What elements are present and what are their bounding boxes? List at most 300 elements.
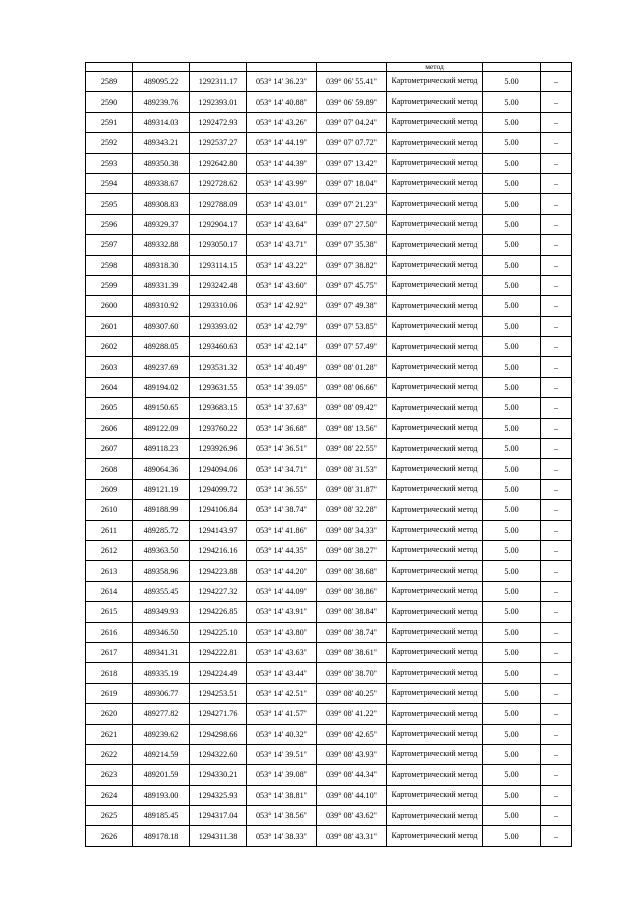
note-cell: – — [541, 806, 572, 826]
note-cell: – — [541, 540, 572, 560]
y-coordinate-cell: 1292788.09 — [190, 194, 247, 214]
accuracy-cell: 5.00 — [483, 439, 541, 459]
note-cell: – — [541, 826, 572, 846]
accuracy-cell: 5.00 — [483, 826, 541, 846]
latitude-cell: 053° 14' 42.92" — [247, 296, 317, 316]
y-coordinate-cell: 1294226.85 — [190, 602, 247, 622]
table-row — [86, 377, 572, 397]
table-row — [86, 112, 572, 132]
table-row — [86, 540, 572, 560]
longitude-cell: 039° 08' 01.28" — [317, 357, 387, 377]
longitude-cell: 039° 08' 44.10" — [317, 785, 387, 805]
x-coordinate-cell: 489214.59 — [133, 744, 190, 764]
y-coordinate-cell: 1293050.17 — [190, 235, 247, 255]
point-number-cell: 2598 — [86, 255, 133, 275]
y-coordinate-cell: 1294253.51 — [190, 683, 247, 703]
accuracy-cell: 5.00 — [483, 744, 541, 764]
latitude-cell: 053° 14' 44.20" — [247, 561, 317, 581]
latitude-cell: 053° 14' 36.68" — [247, 418, 317, 438]
table-row — [86, 439, 572, 459]
point-number-cell: 2617 — [86, 642, 133, 662]
longitude-cell: 039° 08' 31.87" — [317, 479, 387, 499]
table-row — [86, 520, 572, 540]
y-coordinate-cell: 1292472.93 — [190, 112, 247, 132]
latitude-cell: 053° 14' 43.64" — [247, 214, 317, 234]
note-cell: – — [541, 275, 572, 295]
note-cell: – — [541, 744, 572, 764]
accuracy-cell: 5.00 — [483, 357, 541, 377]
coordinates-table — [85, 62, 572, 847]
coordinates-table-body — [86, 63, 572, 847]
table-row — [86, 316, 572, 336]
longitude-cell: 039° 08' 41.22" — [317, 704, 387, 724]
point-number-cell: 2594 — [86, 173, 133, 193]
note-cell: – — [541, 194, 572, 214]
point-number-cell: 2601 — [86, 316, 133, 336]
method-cell: Картометрический метод — [387, 398, 483, 418]
y-coordinate-cell: 1294094.06 — [190, 459, 247, 479]
note-cell: – — [541, 622, 572, 642]
longitude-cell: 039° 08' 38.84" — [317, 602, 387, 622]
note-cell: – — [541, 357, 572, 377]
y-coordinate-cell: 1293683.15 — [190, 398, 247, 418]
x-coordinate-cell: 489277.82 — [133, 704, 190, 724]
table-row — [86, 235, 572, 255]
latitude-cell: 053° 14' 43.26" — [247, 112, 317, 132]
longitude-cell: 039° 07' 13.42" — [317, 153, 387, 173]
longitude-cell: 039° 08' 42.65" — [317, 724, 387, 744]
table-row — [86, 357, 572, 377]
method-cell: Картометрический метод — [387, 194, 483, 214]
longitude-cell: 039° 07' 38.82" — [317, 255, 387, 275]
note-cell: – — [541, 398, 572, 418]
method-cell: Картометрический метод — [387, 459, 483, 479]
accuracy-cell: 5.00 — [483, 72, 541, 92]
accuracy-cell: 5.00 — [483, 500, 541, 520]
latitude-cell: 053° 14' 43.99" — [247, 173, 317, 193]
note-cell: – — [541, 683, 572, 703]
point-number-cell: 2608 — [86, 459, 133, 479]
x-coordinate-cell: 489335.19 — [133, 663, 190, 683]
longitude-cell: 039° 08' 44.34" — [317, 765, 387, 785]
method-cell: Картометрический метод — [387, 520, 483, 540]
x-coordinate-cell: 489122.09 — [133, 418, 190, 438]
y-coordinate-cell: 1294330.21 — [190, 765, 247, 785]
y-coordinate-cell: 1293460.63 — [190, 337, 247, 357]
latitude-cell: 053° 14' 36.23" — [247, 72, 317, 92]
table-row — [86, 479, 572, 499]
longitude-cell: 039° 07' 53.85" — [317, 316, 387, 336]
latitude-cell: 053° 14' 38.33" — [247, 826, 317, 846]
point-number-cell: 2592 — [86, 133, 133, 153]
point-number-cell: 2589 — [86, 72, 133, 92]
point-number-cell: 2616 — [86, 622, 133, 642]
note-cell: – — [541, 439, 572, 459]
longitude-cell: 039° 06' 59.89" — [317, 92, 387, 112]
latitude-cell: 053° 14' 43.22" — [247, 255, 317, 275]
point-number-cell: 2596 — [86, 214, 133, 234]
x-coordinate-cell: 489355.45 — [133, 581, 190, 601]
method-cell: Картометрический метод — [387, 418, 483, 438]
method-cell: Картометрический метод — [387, 337, 483, 357]
longitude-cell: 039° 08' 38.74" — [317, 622, 387, 642]
x-coordinate-cell: 489349.93 — [133, 602, 190, 622]
note-cell: – — [541, 296, 572, 316]
latitude-cell: 053° 14' 39.51" — [247, 744, 317, 764]
y-coordinate-cell: 1294322.60 — [190, 744, 247, 764]
longitude-cell: 039° 07' 49.38" — [317, 296, 387, 316]
latitude-cell: 053° 14' 44.09" — [247, 581, 317, 601]
point-number-cell: 2605 — [86, 398, 133, 418]
method-cell: Картометрический метод — [387, 683, 483, 703]
x-coordinate-cell: 489064.36 — [133, 459, 190, 479]
x-coordinate-cell: 489288.05 — [133, 337, 190, 357]
longitude-cell: 039° 08' 38.68" — [317, 561, 387, 581]
accuracy-cell: 5.00 — [483, 785, 541, 805]
x-coordinate-cell: 489318.30 — [133, 255, 190, 275]
x-coordinate-cell: 489121.19 — [133, 479, 190, 499]
y-coordinate-cell: 1293760.22 — [190, 418, 247, 438]
point-number-cell: 2602 — [86, 337, 133, 357]
longitude-cell: 039° 08' 38.27" — [317, 540, 387, 560]
longitude-cell: 039° 07' 21.23" — [317, 194, 387, 214]
method-cell: Картометрический метод — [387, 377, 483, 397]
longitude-cell: 039° 07' 04.24" — [317, 112, 387, 132]
longitude-cell: 039° 07' 57.49" — [317, 337, 387, 357]
x-coordinate-cell: 489341.31 — [133, 642, 190, 662]
y-coordinate-cell: 1294222.81 — [190, 642, 247, 662]
table-row — [86, 561, 572, 581]
latitude-cell: 053° 14' 42.79" — [247, 316, 317, 336]
x-coordinate-cell: 489194.02 — [133, 377, 190, 397]
accuracy-cell: 5.00 — [483, 602, 541, 622]
longitude-cell: 039° 08' 43.93" — [317, 744, 387, 764]
accuracy-cell: 5.00 — [483, 479, 541, 499]
method-cell: Картометрический метод — [387, 765, 483, 785]
latitude-cell: 053° 14' 42.51" — [247, 683, 317, 703]
accuracy-cell: 5.00 — [483, 398, 541, 418]
accuracy-cell: 5.00 — [483, 540, 541, 560]
note-cell: – — [541, 92, 572, 112]
table-row — [86, 785, 572, 805]
table-row — [86, 92, 572, 112]
point-number-cell: 2593 — [86, 153, 133, 173]
x-coordinate-cell: 489193.00 — [133, 785, 190, 805]
x-coordinate-cell: 489329.37 — [133, 214, 190, 234]
y-coordinate-cell: 1294325.93 — [190, 785, 247, 805]
method-cell: Картометрический метод — [387, 255, 483, 275]
y-coordinate-cell: 1294311.38 — [190, 826, 247, 846]
y-coordinate-cell: 1292642.80 — [190, 153, 247, 173]
point-number-cell: 2619 — [86, 683, 133, 703]
x-coordinate-cell: 489118.23 — [133, 439, 190, 459]
note-cell: – — [541, 520, 572, 540]
method-cell: Картометрический метод — [387, 663, 483, 683]
x-coordinate-cell: 489239.76 — [133, 92, 190, 112]
y-coordinate-cell: 1294298.66 — [190, 724, 247, 744]
accuracy-cell: 5.00 — [483, 663, 541, 683]
x-coordinate-cell: 489237.69 — [133, 357, 190, 377]
accuracy-cell: 5.00 — [483, 622, 541, 642]
accuracy-cell: 5.00 — [483, 316, 541, 336]
latitude-cell: 053° 14' 44.19" — [247, 133, 317, 153]
method-cell: Картометрический метод — [387, 153, 483, 173]
y-coordinate-cell: 1292728.62 — [190, 173, 247, 193]
method-cell: Картометрический метод — [387, 479, 483, 499]
point-number-cell: 2609 — [86, 479, 133, 499]
y-coordinate-cell: 1293393.02 — [190, 316, 247, 336]
note-cell: – — [541, 479, 572, 499]
x-coordinate-cell: 489095.22 — [133, 72, 190, 92]
table-row — [86, 255, 572, 275]
longitude-cell: 039° 07' 35.38" — [317, 235, 387, 255]
accuracy-cell: 5.00 — [483, 377, 541, 397]
note-cell: – — [541, 561, 572, 581]
point-number-cell: 2600 — [86, 296, 133, 316]
latitude-cell: 053° 14' 39.05" — [247, 377, 317, 397]
accuracy-cell: 5.00 — [483, 153, 541, 173]
longitude-cell: 039° 06' 55.41" — [317, 72, 387, 92]
method-cell: Картометрический метод — [387, 724, 483, 744]
y-coordinate-cell: 1294223.88 — [190, 561, 247, 581]
table-row — [86, 602, 572, 622]
longitude-cell: 039° 08' 43.31" — [317, 826, 387, 846]
method-cell: Картометрический метод — [387, 357, 483, 377]
accuracy-cell: 5.00 — [483, 275, 541, 295]
x-coordinate-cell: 489358.96 — [133, 561, 190, 581]
point-number-cell: 2624 — [86, 785, 133, 805]
point-number-cell: 2620 — [86, 704, 133, 724]
longitude-cell: 039° 08' 06.66" — [317, 377, 387, 397]
note-cell: – — [541, 316, 572, 336]
method-cell: Картометрический метод — [387, 785, 483, 805]
method-cell: Картометрический метод — [387, 235, 483, 255]
x-coordinate-cell: 489239.62 — [133, 724, 190, 744]
table-row — [86, 744, 572, 764]
latitude-cell: 053° 14' 43.01" — [247, 194, 317, 214]
x-coordinate-cell: 489185.45 — [133, 806, 190, 826]
point-number-cell: 2623 — [86, 765, 133, 785]
point-number-cell: 2611 — [86, 520, 133, 540]
latitude-cell: 053° 14' 43.60" — [247, 275, 317, 295]
point-number-cell: 2610 — [86, 500, 133, 520]
point-number-cell: 2612 — [86, 540, 133, 560]
x-coordinate-cell: 489201.59 — [133, 765, 190, 785]
accuracy-cell: 5.00 — [483, 520, 541, 540]
accuracy-cell: 5.00 — [483, 418, 541, 438]
table-row — [86, 581, 572, 601]
longitude-cell: 039° 08' 22.55" — [317, 439, 387, 459]
table-row — [86, 724, 572, 744]
latitude-cell: 053° 14' 40.88" — [247, 92, 317, 112]
table-row — [86, 663, 572, 683]
table-row — [86, 296, 572, 316]
point-number-cell: 2615 — [86, 602, 133, 622]
note-cell: – — [541, 337, 572, 357]
y-coordinate-cell: 1293114.15 — [190, 255, 247, 275]
method-cell: Картометрический метод — [387, 581, 483, 601]
note-cell: – — [541, 72, 572, 92]
x-coordinate-cell: 489308.83 — [133, 194, 190, 214]
point-number-cell: 2625 — [86, 806, 133, 826]
latitude-cell: 053° 14' 42.14" — [247, 337, 317, 357]
x-coordinate-cell: 489310.92 — [133, 296, 190, 316]
y-coordinate-cell: 1294317.04 — [190, 806, 247, 826]
note-cell: – — [541, 235, 572, 255]
method-cell: Картометрический метод — [387, 439, 483, 459]
table-row — [86, 194, 572, 214]
accuracy-cell: 5.00 — [483, 133, 541, 153]
table-row — [86, 806, 572, 826]
longitude-cell: 039° 08' 38.70" — [317, 663, 387, 683]
latitude-cell: 053° 14' 41.86" — [247, 520, 317, 540]
accuracy-cell: 5.00 — [483, 459, 541, 479]
y-coordinate-cell: 1294099.72 — [190, 479, 247, 499]
continued-row — [86, 63, 572, 72]
point-number-cell: 2606 — [86, 418, 133, 438]
latitude-cell: 053° 14' 38.74" — [247, 500, 317, 520]
x-coordinate-cell: 489314.03 — [133, 112, 190, 132]
latitude-cell: 053° 14' 38.81" — [247, 785, 317, 805]
table-row — [86, 500, 572, 520]
note-cell: – — [541, 418, 572, 438]
accuracy-cell: 5.00 — [483, 255, 541, 275]
table-row — [86, 622, 572, 642]
x-coordinate-cell: 489331.39 — [133, 275, 190, 295]
latitude-cell: 053° 14' 37.63" — [247, 398, 317, 418]
longitude-cell: 039° 08' 34.33" — [317, 520, 387, 540]
table-row — [86, 337, 572, 357]
longitude-cell: 039° 07' 18.04" — [317, 173, 387, 193]
table-row — [86, 683, 572, 703]
point-number-cell: 2591 — [86, 112, 133, 132]
y-coordinate-cell: 1293531.32 — [190, 357, 247, 377]
note-cell: – — [541, 663, 572, 683]
note-cell: – — [541, 214, 572, 234]
y-coordinate-cell: 1293310.06 — [190, 296, 247, 316]
accuracy-cell: 5.00 — [483, 581, 541, 601]
method-cell: Картометрический метод — [387, 214, 483, 234]
latitude-cell: 053° 14' 44.35" — [247, 540, 317, 560]
y-coordinate-cell: 1293242.48 — [190, 275, 247, 295]
accuracy-cell: 5.00 — [483, 806, 541, 826]
method-cell: Картометрический метод — [387, 561, 483, 581]
x-coordinate-cell: 489363.50 — [133, 540, 190, 560]
table-row — [86, 214, 572, 234]
point-number-cell: 2613 — [86, 561, 133, 581]
method-cell: Картометрический метод — [387, 806, 483, 826]
method-cell: Картометрический метод — [387, 704, 483, 724]
y-coordinate-cell: 1293631.55 — [190, 377, 247, 397]
longitude-cell: 039° 08' 31.53" — [317, 459, 387, 479]
table-row — [86, 459, 572, 479]
accuracy-cell: 5.00 — [483, 561, 541, 581]
method-cell: Картометрический метод — [387, 744, 483, 764]
latitude-cell: 053° 14' 40.49" — [247, 357, 317, 377]
accuracy-cell: 5.00 — [483, 724, 541, 744]
x-coordinate-cell: 489343.21 — [133, 133, 190, 153]
accuracy-cell: 5.00 — [483, 173, 541, 193]
note-cell: – — [541, 133, 572, 153]
note-cell: – — [541, 459, 572, 479]
accuracy-cell: 5.00 — [483, 704, 541, 724]
longitude-cell: 039° 07' 07.72" — [317, 133, 387, 153]
note-cell: – — [541, 173, 572, 193]
method-cell: Картометрический метод — [387, 826, 483, 846]
y-coordinate-cell: 1293926.96 — [190, 439, 247, 459]
point-number-cell: 2599 — [86, 275, 133, 295]
note-cell: – — [541, 112, 572, 132]
y-coordinate-cell: 1294227.32 — [190, 581, 247, 601]
y-coordinate-cell: 1294225.10 — [190, 622, 247, 642]
accuracy-cell: 5.00 — [483, 214, 541, 234]
y-coordinate-cell: 1292393.01 — [190, 92, 247, 112]
note-cell: – — [541, 255, 572, 275]
longitude-cell: 039° 08' 32.28" — [317, 500, 387, 520]
x-coordinate-cell: 489285.72 — [133, 520, 190, 540]
x-coordinate-cell: 489307.60 — [133, 316, 190, 336]
latitude-cell: 053° 14' 43.71" — [247, 235, 317, 255]
latitude-cell: 053° 14' 41.57" — [247, 704, 317, 724]
method-cell: Картометрический метод — [387, 173, 483, 193]
longitude-cell: 039° 08' 43.62" — [317, 806, 387, 826]
note-cell: – — [541, 153, 572, 173]
latitude-cell: 053° 14' 36.51" — [247, 439, 317, 459]
method-cell: Картометрический метод — [387, 275, 483, 295]
table-row — [86, 398, 572, 418]
point-number-cell: 2607 — [86, 439, 133, 459]
x-coordinate-cell: 489338.67 — [133, 173, 190, 193]
note-cell: – — [541, 724, 572, 744]
table-row — [86, 642, 572, 662]
longitude-cell: 039° 07' 45.75" — [317, 275, 387, 295]
accuracy-cell: 5.00 — [483, 194, 541, 214]
table-row — [86, 72, 572, 92]
method-cell: Картометрический метод — [387, 602, 483, 622]
note-cell: – — [541, 581, 572, 601]
table-row — [86, 133, 572, 153]
method-cell: Картометрический метод — [387, 133, 483, 153]
table-row — [86, 826, 572, 846]
table-row — [86, 704, 572, 724]
latitude-cell: 053° 14' 43.91" — [247, 602, 317, 622]
note-cell: – — [541, 642, 572, 662]
latitude-cell: 053° 14' 44.39" — [247, 153, 317, 173]
point-number-cell: 2626 — [86, 826, 133, 846]
longitude-cell: 039° 07' 27.50" — [317, 214, 387, 234]
y-coordinate-cell: 1294224.49 — [190, 663, 247, 683]
y-coordinate-cell: 1292904.17 — [190, 214, 247, 234]
x-coordinate-cell: 489178.18 — [133, 826, 190, 846]
point-number-cell: 2618 — [86, 663, 133, 683]
accuracy-cell: 5.00 — [483, 296, 541, 316]
latitude-cell: 053° 14' 38.56" — [247, 806, 317, 826]
longitude-cell: 039° 08' 09.42" — [317, 398, 387, 418]
y-coordinate-cell: 1292537.27 — [190, 133, 247, 153]
table-row — [86, 765, 572, 785]
note-cell: – — [541, 785, 572, 805]
method-cell: Картометрический метод — [387, 316, 483, 336]
y-coordinate-cell: 1292311.17 — [190, 72, 247, 92]
x-coordinate-cell: 489332.88 — [133, 235, 190, 255]
point-number-cell: 2622 — [86, 744, 133, 764]
longitude-cell: 039° 08' 13.56" — [317, 418, 387, 438]
longitude-cell: 039° 08' 40.25" — [317, 683, 387, 703]
x-coordinate-cell: 489188.99 — [133, 500, 190, 520]
latitude-cell: 053° 14' 43.80" — [247, 622, 317, 642]
accuracy-cell: 5.00 — [483, 765, 541, 785]
table-row — [86, 173, 572, 193]
